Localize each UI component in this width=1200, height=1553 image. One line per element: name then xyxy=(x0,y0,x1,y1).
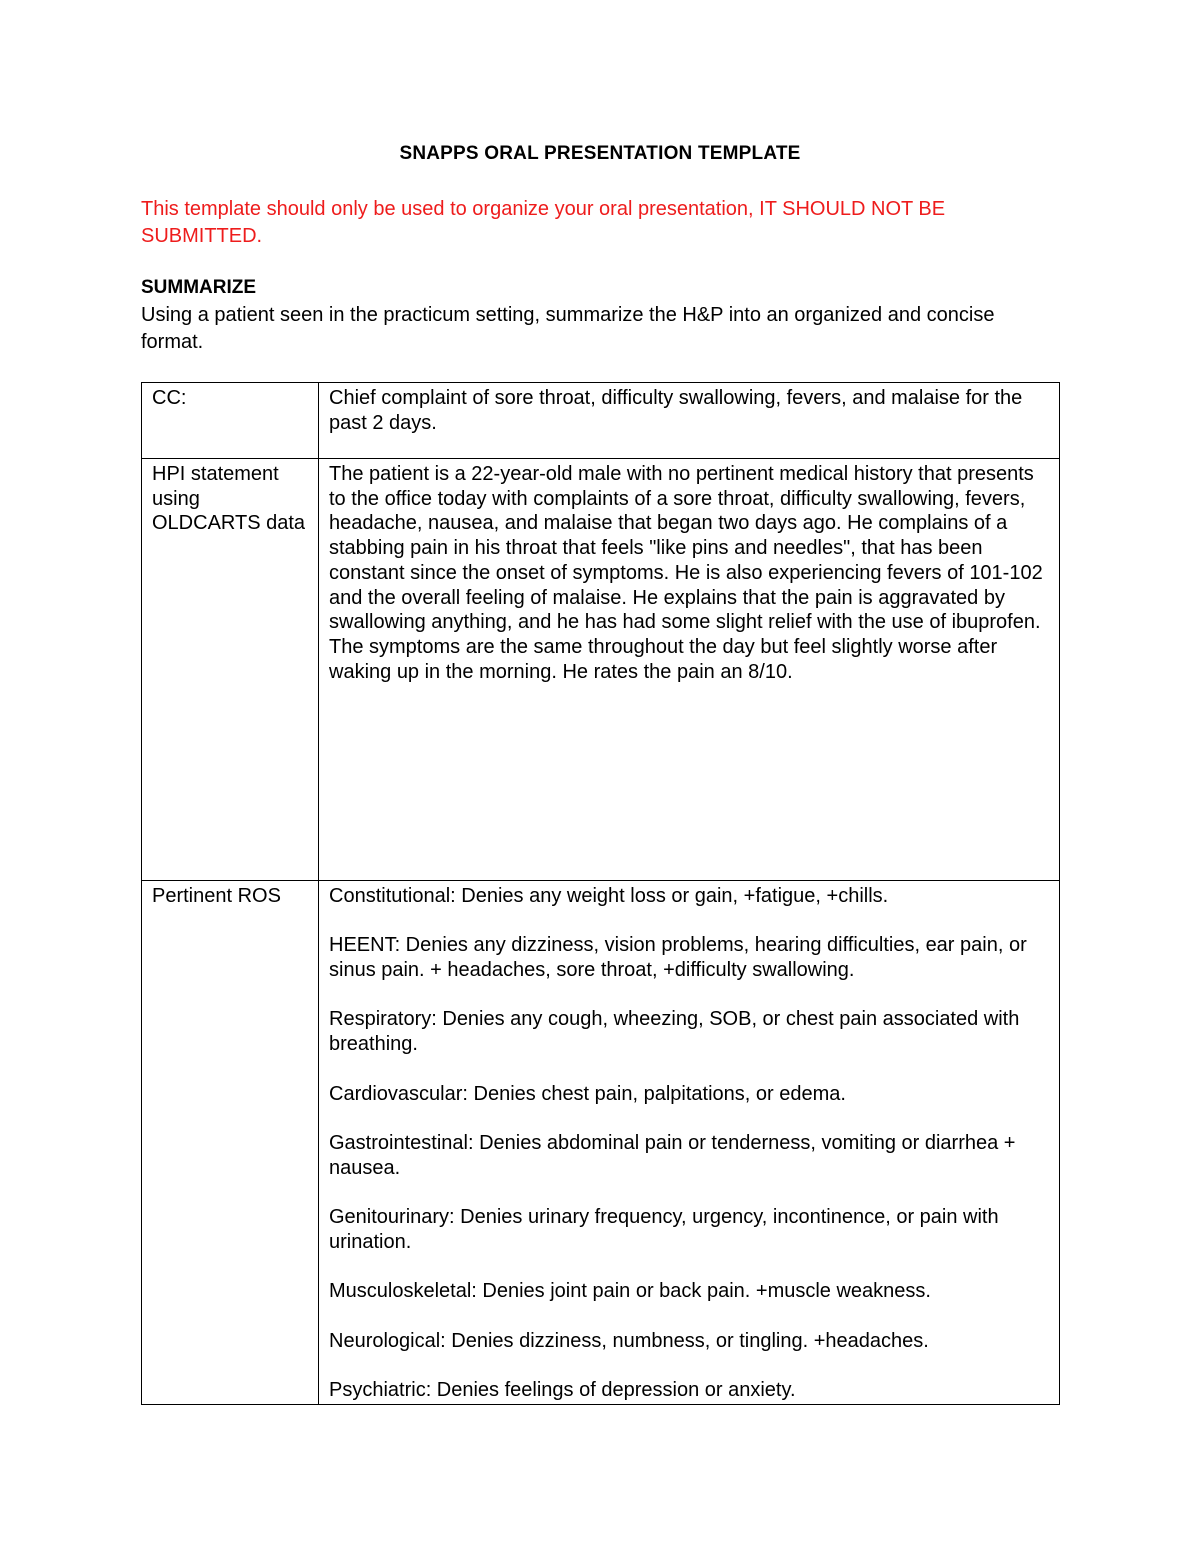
ros-item-respiratory: Respiratory: Denies any cough, wheezing, SOB, or chest pain associated with breathing. xyxy=(329,1008,1020,1056)
table-row-cc xyxy=(142,383,1060,459)
ros-item-gastrointestinal: Gastrointestinal: Denies abdominal pain or tenderness, vomiting or diarrhea + nausea. xyxy=(329,1131,1016,1179)
section-heading-summarize: SUMMARIZE xyxy=(141,277,257,298)
ros-item-heent: HEENT: Denies any dizziness, vision problems, hearing difficulties, ear pain, or sinus pain. + headaches, sore throat, +difficulty swallowing. xyxy=(329,934,1027,982)
ros-value xyxy=(319,881,1060,1405)
page-title: SNAPPS ORAL PRESENTATION TEMPLATE xyxy=(399,143,801,164)
warning-note: This template should only be used to organize your oral presentation, IT SHOULD NOT BE SUBMITTED. xyxy=(141,198,946,247)
section-instructions: Using a patient seen in the practicum setting, summarize the H&P into an organized and concise format. xyxy=(141,304,995,353)
hpi-value: The patient is a 22-year-old male with no pertinent medical history that presents to the office today with complaints of a sore throat, difficulty swallowing, fevers, headache, nausea, and malaise that began two days ago. He complains of a stabbing pain in his throat that feels "like pins and needles", that has been constant since the onset of symptoms. He is also experiencing fevers of 101-102 and the overall feeling of malaise. He explains that the pain is aggravated by swallowing anything, and he has had some slight relief with the use of ibuprofen. The symptoms are the same throughout the day but feel slightly worse after waking up in the morning. He rates the pain an 8/10. xyxy=(319,459,1060,881)
hpi-label: HPI statement using OLDCARTS data xyxy=(142,459,319,881)
ros-item-cardiovascular: Cardiovascular: Denies chest pain, palpitations, or edema. xyxy=(329,1082,846,1105)
summary-table xyxy=(141,382,1060,1405)
ros-item-musculoskeletal: Musculoskeletal: Denies joint pain or back pain. +muscle weakness. xyxy=(329,1280,931,1303)
table-row-ros xyxy=(142,881,1060,1405)
ros-label: Pertinent ROS xyxy=(142,881,319,1405)
ros-item-constitutional: Constitutional: Denies any weight loss or gain, +fatigue, +chills. xyxy=(329,885,889,907)
ros-item-neurological: Neurological: Denies dizziness, numbness, or tingling. +headaches. xyxy=(329,1329,929,1352)
table-row-hpi xyxy=(142,459,1060,881)
ros-item-genitourinary: Genitourinary: Denies urinary frequency, urgency, incontinence, or pain with urination. xyxy=(329,1206,999,1253)
cc-value: Chief complaint of sore throat, difficulty swallowing, fevers, and malaise for the past 2 days. xyxy=(319,383,1060,459)
ros-item-psychiatric: Psychiatric: Denies feelings of depression or anxiety. xyxy=(329,1378,796,1401)
cc-label: CC: xyxy=(142,383,319,459)
